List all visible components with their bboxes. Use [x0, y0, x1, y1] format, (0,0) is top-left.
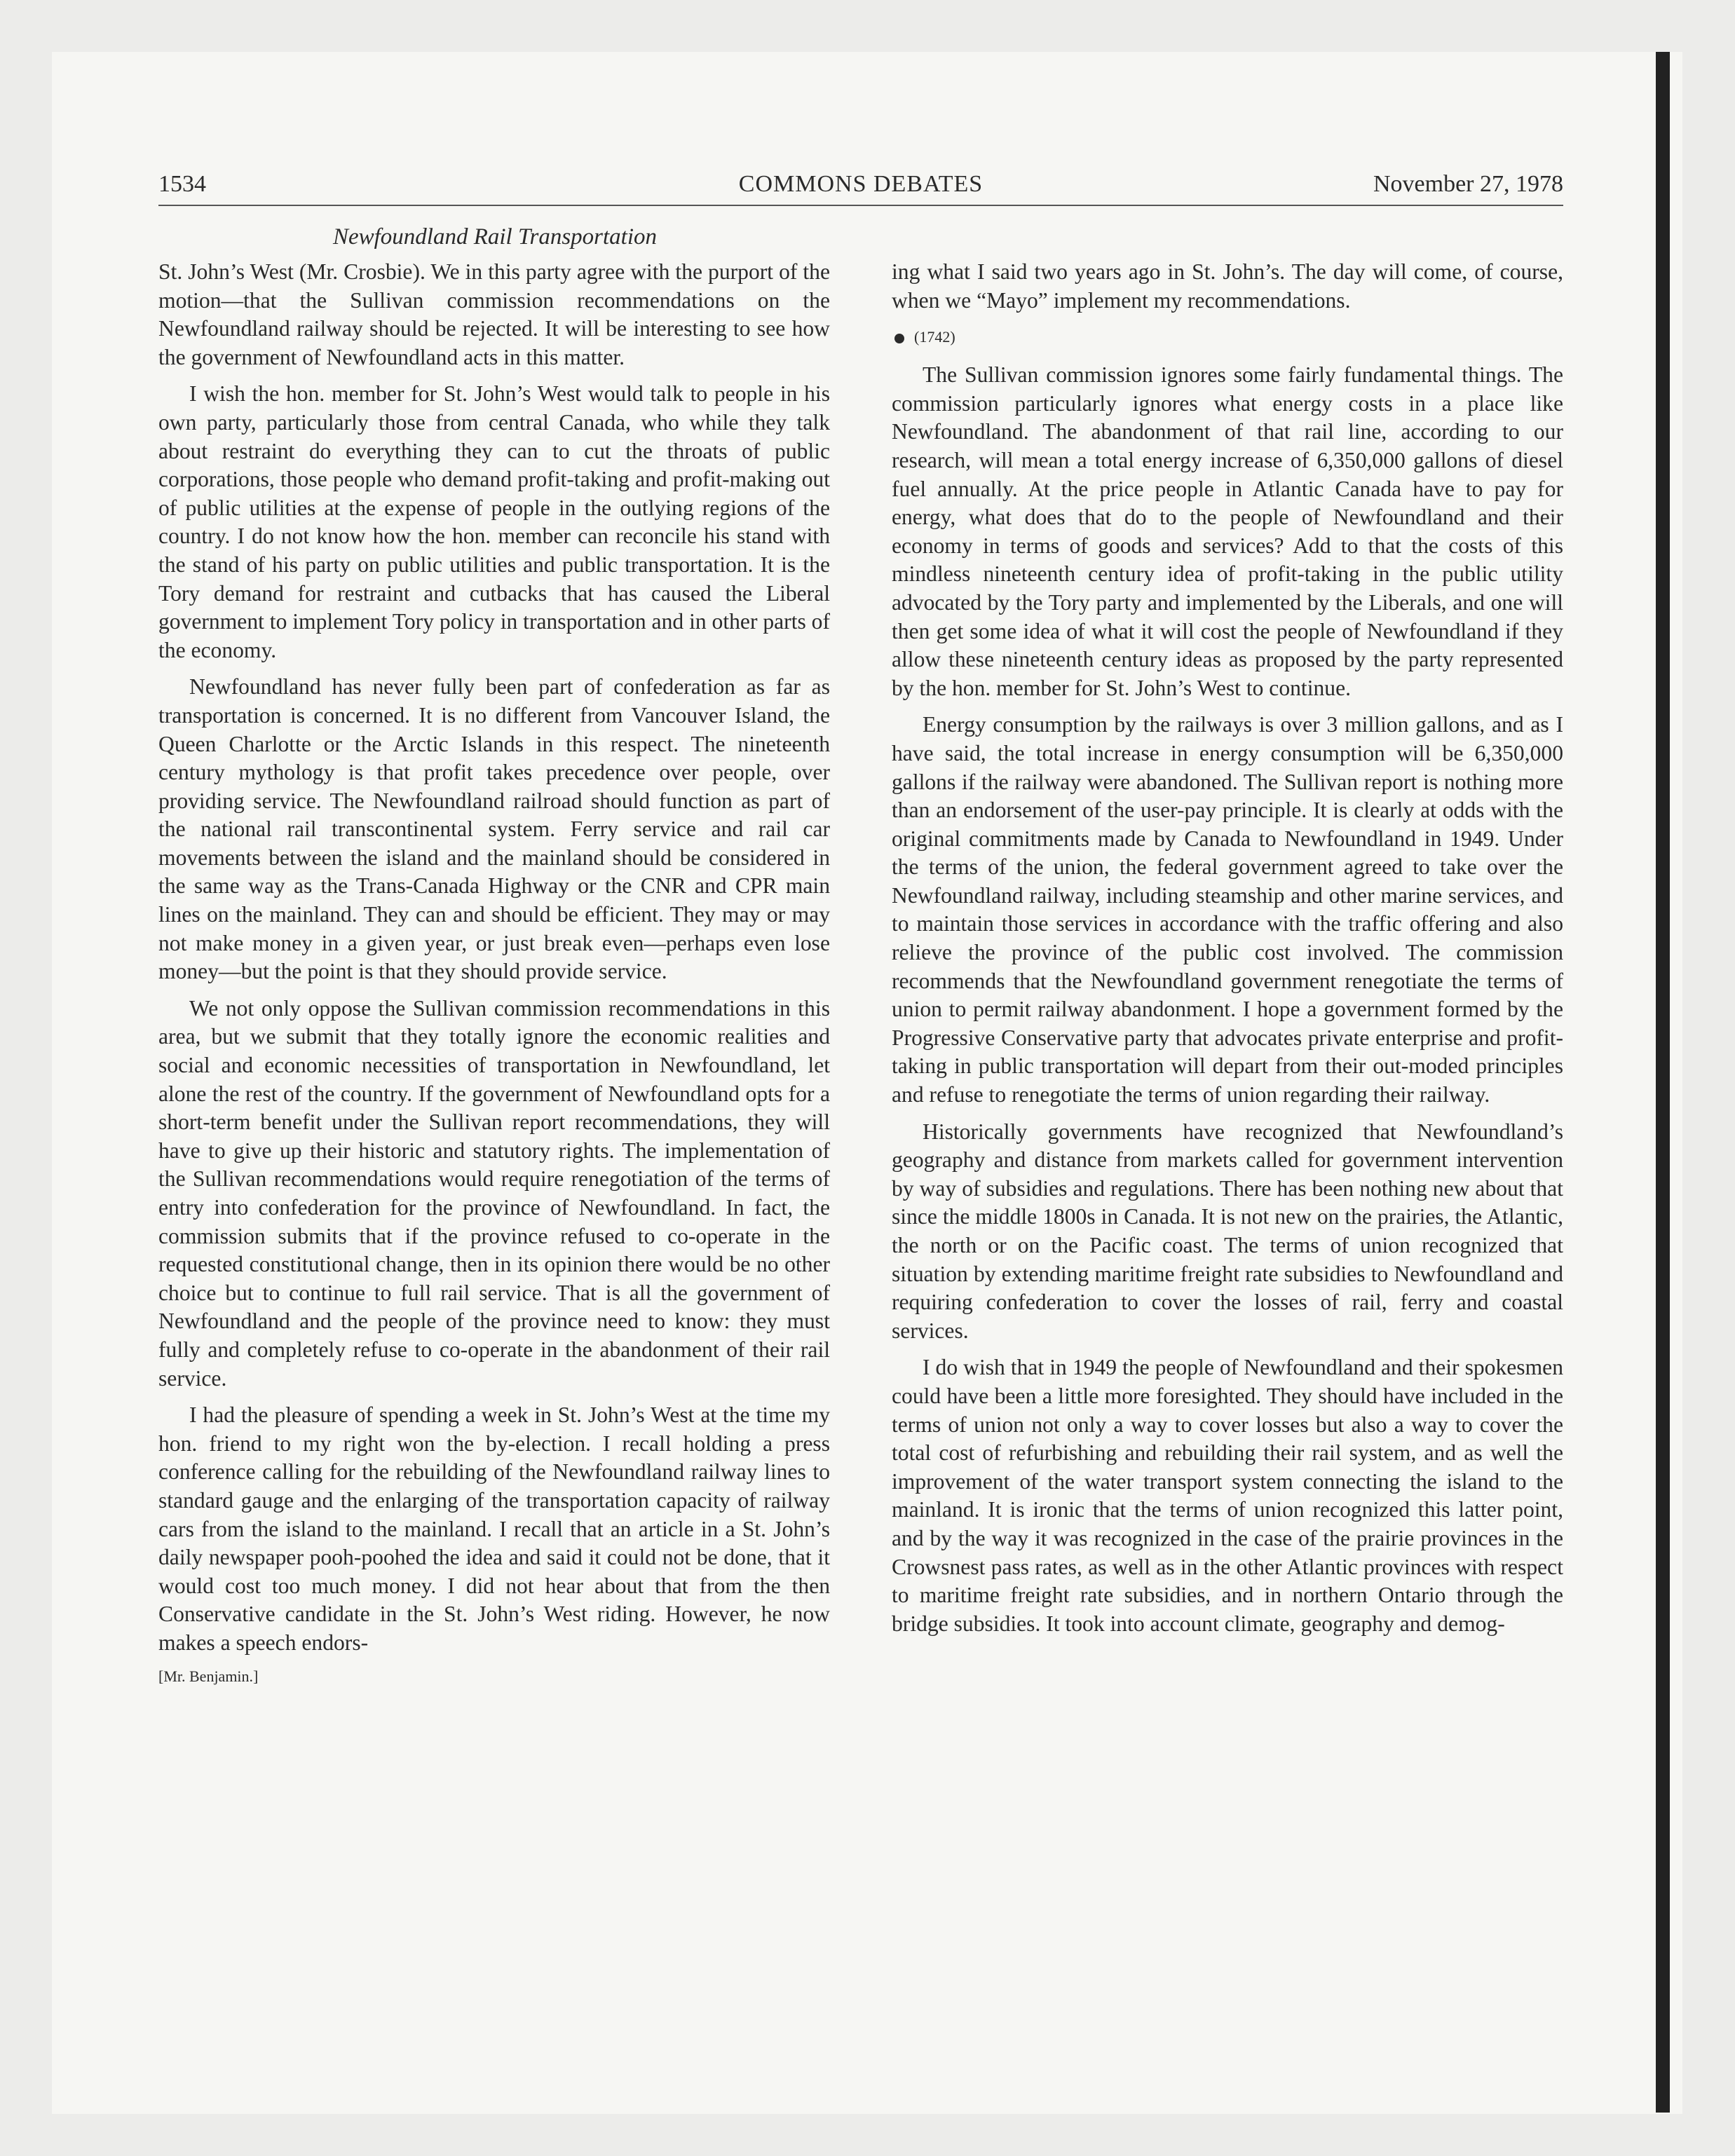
- publication-title: COMMONS DEBATES: [738, 171, 984, 197]
- paragraph: St. John’s West (Mr. Crosbie). We in this party agree with the purport of the motion—that the Sullivan commission recommendations on the Newfoundland railway should be rejected. It will be interesting to see how the government of Newfoundland acts in this matter.: [158, 259, 830, 369]
- paragraph: I had the pleasure of spending a week in St. John’s West at the time my hon. friend to my right won the by-election. I recall holding a press conference calling for the rebuilding of the Newfoundland railway lines to standard gauge and the enlarging of the transportation capacity of railway cars from the island to the mainland. I recall that an article in a St. John’s daily newspaper pooh-poohed the idea and said it could not be done, that it would cost too much money. I did not hear about that from the then Conservative candidate in the St. John’s West riding. However, he now makes a speech endors-: [158, 1403, 830, 1655]
- bullet-icon: [894, 334, 904, 343]
- running-header: [158, 168, 1563, 200]
- paragraph-continuation: ing what I said two years ago in St. John’s. The day will come, of course, when we “Mayo” implement my recommendations.: [892, 259, 1563, 313]
- right-column: [892, 258, 1563, 1646]
- paragraph: We not only oppose the Sullivan commission recommendations in this area, but we submit that they totally ignore the economic realities and social and economic necessities of transportation in Newfoundland, let alone the rest of the country. If the government of Newfoundland opts for a short-term benefit under the Sullivan report recommendations, they will have to give up their historic and statutory rights. The implementation of the Sullivan recommendations would require renegotiation of the terms of entry into confederation for the province of Newfoundland. In fact, the commission submits that if the province refused to co-operate in the requested constitutional change, then in its opinion there would be no other choice but to continue to full rail service. That is all the government of Newfoundland and the people of the province need to know: they must fully and completely refuse to co-operate in the abandonment of their rail service.: [158, 995, 830, 1391]
- page-number: 1534: [158, 171, 206, 197]
- paragraph: I do wish that in 1949 the people of Newfoundland and their spokesmen could have been a little more foresighted. They should have included in the terms of union not only a way to cover losses but also a way to cover the total cost of refurbishing and rebuilding their rail system, and as well the improvement of the water transport system connecting the island to the mainland. It is ironic that the terms of union recognized this latter point, and by the way it was recognized in the case of the prairie provinces in the Crowsnest pass rates, as well as in the other Atlantic provinces with respect to maritime freight rate subsidies, and in northern Ontario through the bridge subsidies. It took into account climate, geography and demog-: [892, 1355, 1563, 1636]
- hansard-page: [158, 168, 1563, 2019]
- paragraph: Historically governments have recognized that Newfoundland’s geography and distance from markets called for government intervention by way of subsidies and regulations. There has been nothing new about that since the middle 1800s in Canada. It is not new on the prairies, the Atlantic, the north or on the Pacific coast. The terms of union recognized that situation by extending maritime freight rate subsidies to Newfoundland and requiring confederation to cover the losses of rail, ferry and coastal services.: [892, 1119, 1563, 1343]
- paragraph: The Sullivan commission ignores some fairly fundamental things. The commission particularly ignores what energy costs in a place like Newfoundland. The abandonment of that rail line, according to our research, will mean a total energy increase of 6,350,000 gallons of diesel fuel annually. At the price people in Atlantic Canada have to pay for energy, what does that do to the people of Newfoundland and their economy in terms of goods and services? Add to that the costs of this mindless nineteenth century idea of profit-taking in the public utility advocated by the Tory party and implemented by the Liberals, and one will then get some idea of what it will cost the people of Newfoundland if they allow these nineteenth century ideas as proposed by the party represented by the hon. member for St. John’s West to continue.: [892, 362, 1563, 700]
- speaker-attribution: [Mr. Benjamin.]: [158, 1667, 259, 1685]
- sitting-date: November 27, 1978: [1373, 171, 1563, 197]
- scan-edge-shadow: [1656, 52, 1670, 2113]
- left-column: [158, 258, 830, 1687]
- paragraph: Newfoundland has never fully been part of confederation as far as transportation is concerned. It is no different from Vancouver Island, the Queen Charlotte or the Arctic Islands in this respect. The nineteenth century mythology is that profit takes precedence over people, over providing service. The Newfoundland railroad should function as part of the national rail transcontinental system. Ferry service and rail car movements between the island and the mainland should be considered in the same way as the Trans-Canada Highway or the CNR and CPR main lines on the mainland. They can and should be efficient. They may or may not make money in a given year, or just break even—perhaps even lose money—but the point is that they should provide service.: [158, 674, 830, 984]
- time-marker: [892, 323, 1563, 351]
- paragraph: I wish the hon. member for St. John’s West would talk to people in his own party, particularly those from central Canada, who while they talk about restraint do everything they can to cut the throats of public corporations, those people who demand profit-taking and profit-making out of public utilities at the expense of people in the outlying regions of the country. I do not know how the hon. member can reconcile his stand with the stand of his party on public utilities and public transportation. It is the Tory demand for restraint and cutbacks that has caused the Liberal government to implement Tory policy in transportation and in other parts of the economy.: [158, 381, 830, 662]
- header-rule: [158, 205, 1563, 206]
- debate-topic: Newfoundland Rail Transportation: [332, 224, 658, 250]
- time-marker-text: (1742): [914, 328, 955, 346]
- paragraph: Energy consumption by the railways is over 3 million gallons, and as I have said, the total increase in energy consumption will be 6,350,000 gallons if the railway were abandoned. The Sullivan report is nothing more than an endorsement of the user-pay principle. It is clearly at odds with the original commitments made by Canada to Newfoundland in 1949. Under the terms of the union, the federal government agreed to take over the Newfoundland railway, including steamship and other marine services, and to maintain those services in accordance with the traffic offering and also relieve the province of the public cost involved. The commission recommends that the Newfoundland government renegotiate the terms of union to permit railway abandonment. I hope a government formed by the Progressive Conservative party that advocates private enterprise and profit-taking in public transportation will depart from their out-moded principles and refuse to renegotiate the terms of union regarding their railway.: [892, 712, 1563, 1107]
